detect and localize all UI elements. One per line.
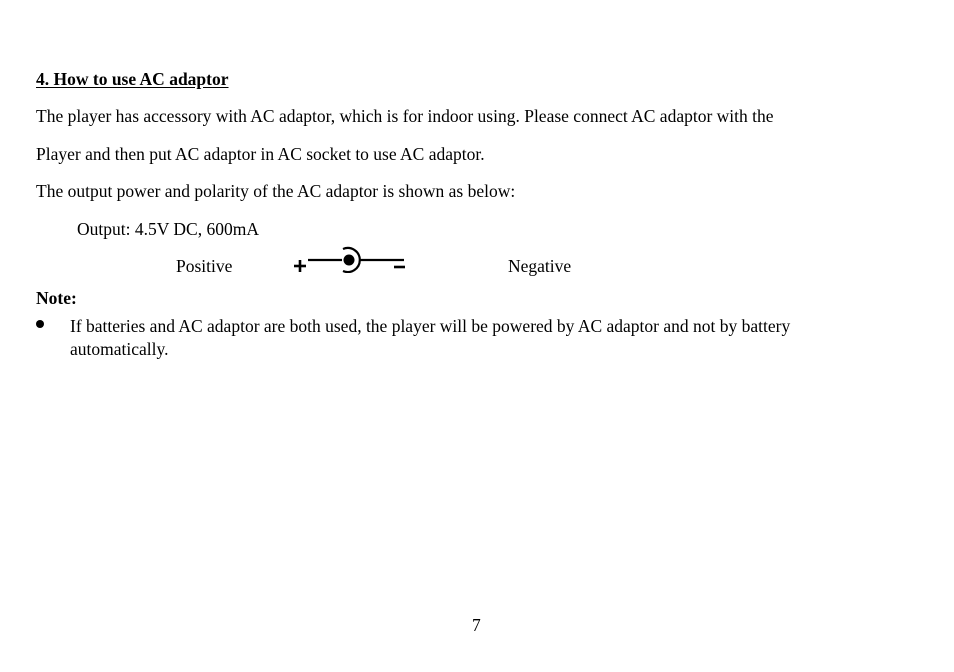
note-item: If batteries and AC adaptor are both used, the player will be powered by AC adaptor and not by battery automatically. (70, 316, 791, 359)
output-spec: Output: 4.5V DC, 600mA (77, 219, 259, 239)
section-heading: 4. How to use AC adaptor (36, 69, 229, 89)
dc-polarity-center-positive-icon (292, 245, 408, 273)
page-number: 7 (472, 615, 481, 635)
positive-label: Positive (176, 256, 233, 276)
paragraph-line-2: Player and then put AC adaptor in AC socket to use AC adaptor. (36, 144, 485, 164)
bullet-icon (36, 320, 44, 328)
paragraph-line-1: The player has accessory with AC adaptor, which is for indoor using. Please connect AC adaptor with the (36, 106, 774, 126)
negative-label: Negative (508, 256, 572, 276)
note-label: Note: (36, 288, 77, 308)
polarity-intro: The output power and polarity of the AC adaptor is shown as below: (36, 181, 516, 201)
